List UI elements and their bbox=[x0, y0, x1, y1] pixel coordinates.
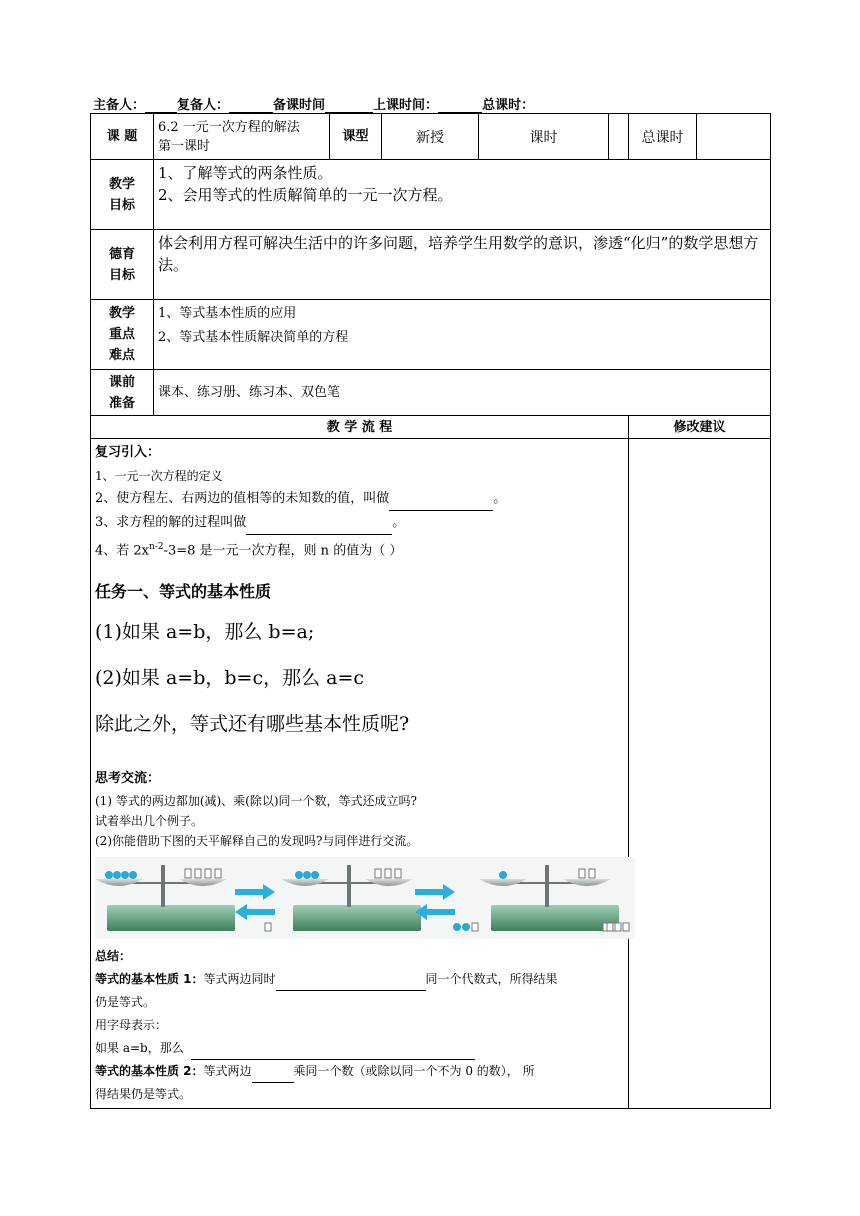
type-label: 课型 bbox=[330, 114, 382, 160]
prop1-c: 仍是等式。 bbox=[95, 995, 156, 1010]
review-q2: 2、使方程左、右两边的值相等的未知数的值，叫做 bbox=[95, 491, 390, 506]
task1-p1: (1)如果 a=b，那么 b=a; bbox=[95, 621, 315, 644]
suggest-header: 修改建议 bbox=[629, 416, 771, 439]
prep-label-1: 课前 bbox=[108, 374, 135, 390]
total-value bbox=[697, 114, 771, 160]
punct: 。 bbox=[493, 491, 507, 506]
balance-svg bbox=[95, 857, 635, 939]
keypoints-cell bbox=[154, 300, 771, 370]
prop2-c: 得结果仍是等式。 bbox=[95, 1087, 192, 1102]
scale-3 bbox=[479, 865, 619, 931]
prop1-a: 等式两边同时 bbox=[203, 972, 276, 987]
blank bbox=[229, 98, 273, 113]
header-prefix: 主备人： bbox=[93, 98, 146, 113]
lesson-table bbox=[90, 113, 771, 1109]
task1-title: 任务一、等式的基本性质 bbox=[95, 582, 272, 602]
objective-item-1: 1、了解等式的两条性质。 bbox=[158, 164, 333, 182]
think-q2: (2)你能借助下图的天平解释自己的发现吗?与同伴进行交流。 bbox=[95, 834, 419, 849]
task1-p2: (2)如果 a=b，b=c，那么 a=c bbox=[95, 667, 365, 690]
summary-title: 总结： bbox=[95, 949, 132, 964]
blank bbox=[145, 98, 177, 113]
think-title: 思考交流： bbox=[95, 771, 161, 787]
prop2-a: 等式两边 bbox=[203, 1064, 252, 1079]
topic-label: 课 题 bbox=[91, 114, 154, 160]
review-q1: 1、一元一次方程的定义 bbox=[95, 469, 223, 483]
keypoint-item-2: 2、等式基本性质解决简单的方程 bbox=[158, 330, 349, 345]
moral-label bbox=[91, 230, 154, 300]
answer-blank bbox=[276, 976, 426, 991]
keypoint-item-1: 1、等式基本性质的应用 bbox=[158, 306, 297, 321]
objectives-label bbox=[91, 160, 154, 230]
objectives-label-1: 教学 bbox=[108, 176, 135, 192]
prop2-label: 等式的基本性质 2： bbox=[95, 1064, 204, 1079]
objectives-label-2: 目标 bbox=[108, 197, 135, 213]
answer-blank bbox=[389, 494, 493, 511]
scale-2 bbox=[281, 865, 421, 931]
topic-cell bbox=[154, 114, 330, 160]
blank bbox=[325, 98, 373, 113]
prep-label-2: 准备 bbox=[108, 395, 135, 411]
moral-label-2: 目标 bbox=[108, 267, 135, 283]
hours-label: 课时 bbox=[479, 114, 609, 160]
total-label: 总课时 bbox=[629, 114, 697, 160]
header-fuben: 复备人： bbox=[177, 98, 230, 113]
answer-blank bbox=[252, 1068, 294, 1083]
review-title: 复习引入： bbox=[95, 445, 161, 460]
keypoints-label bbox=[91, 300, 154, 370]
think-q1: (1) 等式的两边都加(减)、乘(除以)同一个数，等式还成立吗? bbox=[95, 794, 417, 809]
punct: 。 bbox=[392, 515, 406, 530]
task1-p3: 除此之外，等式还有哪些基本性质呢? bbox=[95, 713, 410, 736]
review-q3: 3、求方程的解的过程叫做 bbox=[95, 515, 247, 530]
think-q1b: 试着举出几个例子。 bbox=[95, 814, 204, 829]
moral-text: 体会利用方程可解决生活中的许多问题，培养学生用数学的意识，渗透“化归”的数学思想方法。 bbox=[158, 234, 759, 274]
letters-label: 用字母表示： bbox=[95, 1018, 168, 1033]
answer-blank bbox=[191, 1045, 475, 1060]
keypoints-label-1: 教学 bbox=[108, 306, 135, 321]
suggest-body bbox=[629, 439, 771, 1109]
prop1-label: 等式的基本性质 1： bbox=[95, 972, 204, 987]
arrow-pair-2 bbox=[415, 884, 478, 931]
flow-body bbox=[91, 439, 629, 1109]
answer-blank bbox=[246, 518, 392, 535]
blank bbox=[438, 98, 482, 113]
header-shangke: 上课时间： bbox=[373, 98, 439, 113]
prep-text: 课本、练习册、练习本、双色笔 bbox=[158, 384, 341, 400]
review-q4: 4、若 2x bbox=[95, 543, 150, 559]
keypoints-label-2: 重点 bbox=[108, 327, 135, 342]
type-value: 新授 bbox=[382, 114, 479, 160]
if-ab: 如果 a=b，那么 bbox=[95, 1041, 184, 1056]
objectives-cell bbox=[154, 160, 771, 230]
prop2-b: 乘同一个数（或除以同一个不为 0 的数）， 所 bbox=[293, 1064, 535, 1079]
flow-header: 教 学 流 程 bbox=[91, 416, 629, 439]
objective-item-2: 2、会用等式的性质解简单的一元一次方程。 bbox=[158, 186, 453, 204]
prep-cell bbox=[154, 370, 771, 416]
header-beike: 备课时间 bbox=[273, 98, 326, 113]
topic-line2: 第一课时 bbox=[158, 138, 211, 154]
header-line bbox=[93, 94, 534, 113]
hours-value bbox=[609, 114, 629, 160]
header-zong: 总课时： bbox=[482, 98, 535, 113]
prop1-b: 同一个代数式，所得结果 bbox=[425, 972, 558, 987]
moral-cell bbox=[154, 230, 771, 300]
scale-1 bbox=[95, 865, 235, 931]
balance-diagram bbox=[95, 857, 635, 939]
arrow-pair-1 bbox=[235, 884, 275, 931]
moral-label-1: 德育 bbox=[108, 246, 135, 262]
exponent: n-2 bbox=[149, 542, 164, 552]
keypoints-label-3: 难点 bbox=[108, 348, 135, 363]
prep-label bbox=[91, 370, 154, 416]
review-q4-rest: -3=8 是一元一次方程，则 n 的值为（ ） bbox=[163, 543, 403, 559]
topic-line1: 6.2 一元一次方程的解法 bbox=[158, 119, 300, 135]
